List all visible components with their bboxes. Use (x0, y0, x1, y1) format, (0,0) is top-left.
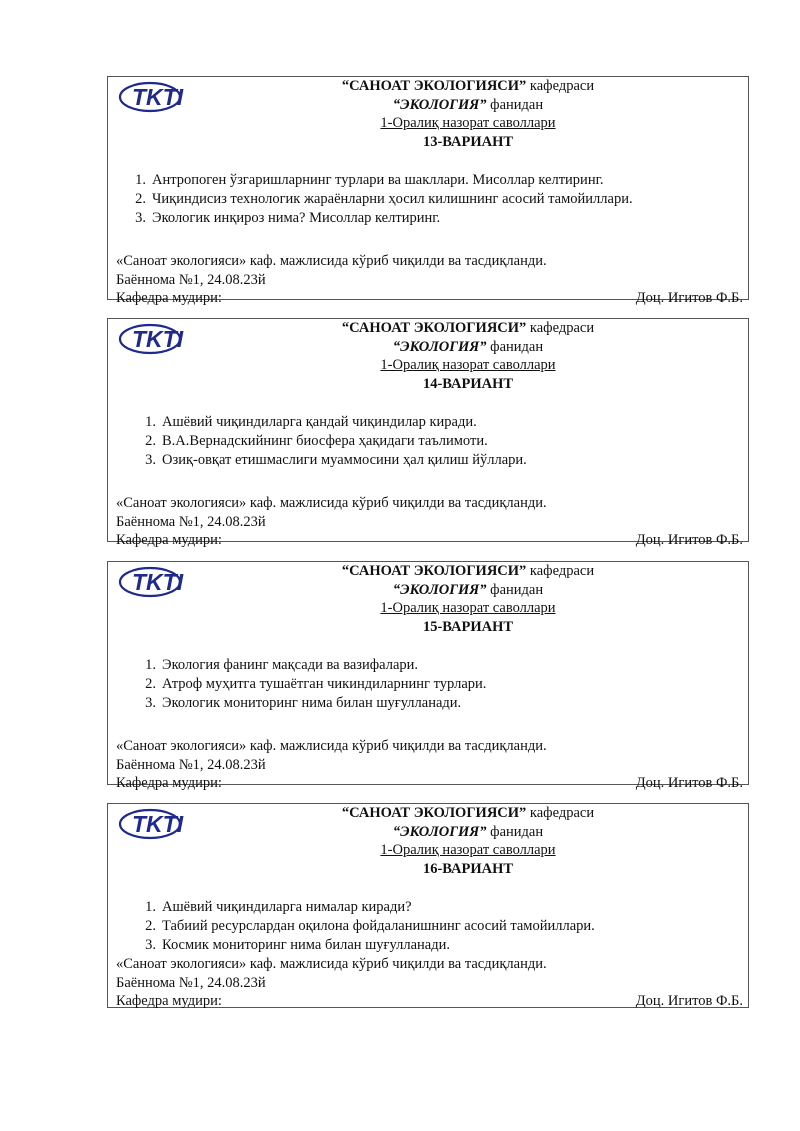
question-number: 2. (145, 433, 156, 449)
question-list (108, 171, 748, 228)
card-footer (108, 955, 748, 1011)
head-name: Доц. Игитов Ф.Б. (635, 775, 743, 791)
variant-title: 14-ВАРИАНТ (422, 375, 514, 392)
subject-name: “ЭКОЛОГИЯ” (392, 338, 487, 355)
tkti-logo (116, 321, 200, 355)
exam-title: 1-Оралиқ назорат саволлари (380, 842, 556, 858)
question-item (128, 190, 748, 209)
question-list (108, 898, 748, 955)
question-number: 3. (145, 695, 156, 711)
variant-card (107, 318, 749, 548)
department-line (218, 804, 718, 823)
department-name: “САНОАТ ЭКОЛОГИЯСИ” (341, 563, 527, 579)
card-footer (108, 737, 748, 793)
question-text: Экология фанинг мақсади ва вазифалари. (162, 657, 419, 673)
signature-line (116, 774, 743, 793)
question-text: Экологик мониторинг нима билан шуғулланади. (162, 695, 462, 711)
question-number: 1. (145, 414, 156, 430)
signature-line (116, 992, 743, 1011)
question-text: Космик мониторинг нима билан шуғулланади. (162, 937, 450, 953)
question-item (138, 675, 748, 694)
question-text: Ашёвий чиқиндиларга қандай чиқиндилар киради. (162, 414, 477, 430)
question-number: 3. (135, 210, 146, 226)
question-list (108, 656, 748, 713)
question-item (138, 898, 748, 917)
question-number: 2. (145, 918, 156, 934)
department-name: “САНОАТ ЭКОЛОГИЯСИ” (341, 805, 527, 821)
question-item (138, 936, 748, 955)
question-text: Антропоген ўзгаришларнинг турлари ва шакллари. Мисоллар келтиринг. (152, 172, 604, 188)
question-text: В.А.Вернадскийнинг биосфера ҳақидаги таълимоти. (162, 433, 488, 449)
department-line (218, 319, 718, 338)
exam-title: 1-Оралиқ назорат саволлари (380, 115, 556, 131)
question-item (128, 171, 748, 190)
variant-card (107, 561, 749, 791)
question-item (138, 413, 748, 432)
question-text: Экологик инқироз нима? Мисоллар келтиринг. (152, 210, 441, 226)
question-text: Атроф муҳитга тушаётган чикиндиларнинг турлари. (162, 676, 487, 692)
department-suffix: кафедраси (529, 78, 595, 94)
head-label: Кафедра мудири: (116, 532, 222, 548)
question-number: 1. (145, 899, 156, 915)
subject-suffix: фанидан (490, 338, 544, 355)
variant-title: 13-ВАРИАНТ (422, 133, 514, 150)
question-text: Ашёвий чиқиндиларга нималар киради? (162, 899, 412, 915)
protocol-text: Баённома №1, 24.08.23й (116, 513, 266, 530)
subject-suffix: фанидан (490, 581, 544, 598)
question-number: 1. (145, 657, 156, 673)
subject-line (218, 581, 718, 600)
question-number: 3. (145, 452, 156, 468)
card-header (218, 562, 718, 636)
signature-line (116, 531, 743, 550)
question-item (138, 917, 748, 936)
approval-text: «Саноат экологияси» каф. мажлисида кўриб чиқилди ва тасдиқланди. (116, 495, 547, 511)
subject-name: “ЭКОЛОГИЯ” (392, 581, 487, 598)
card-header (218, 804, 718, 878)
question-number: 2. (145, 676, 156, 692)
question-text: Чиқиндисиз технологик жараёнларни ҳосил килишнинг асосий тамойиллари. (152, 191, 633, 207)
subject-line (218, 823, 718, 842)
card-footer (108, 494, 748, 550)
logo-text: TKTI (132, 569, 184, 595)
subject-suffix: фанидан (490, 96, 544, 113)
head-label: Кафедра мудири: (116, 290, 222, 306)
card-header (218, 77, 718, 151)
subject-line (218, 338, 718, 357)
subject-line (218, 96, 718, 115)
question-item (128, 209, 748, 228)
subject-name: “ЭКОЛОГИЯ” (392, 823, 487, 840)
protocol-text: Баённома №1, 24.08.23й (116, 756, 266, 773)
approval-text: «Саноат экологияси» каф. мажлисида кўриб чиқилди ва тасдиқланди. (116, 738, 547, 754)
variant-title: 16-ВАРИАНТ (422, 860, 514, 877)
question-list (108, 413, 748, 470)
question-item (138, 451, 748, 470)
exam-title: 1-Оралиқ назорат саволлари (380, 600, 556, 616)
head-label: Кафедра мудири: (116, 775, 222, 791)
signature-line (116, 289, 743, 308)
question-number: 1. (135, 172, 146, 188)
subject-name: “ЭКОЛОГИЯ” (392, 96, 487, 113)
tkti-logo (116, 564, 200, 598)
question-item (138, 694, 748, 713)
variant-card (107, 76, 749, 306)
exam-title: 1-Оралиқ назорат саволлари (380, 357, 556, 373)
subject-suffix: фанидан (490, 823, 544, 840)
approval-text: «Саноат экологияси» каф. мажлисида кўриб чиқилди ва тасдиқланди. (116, 956, 547, 972)
question-item (138, 432, 748, 451)
department-suffix: кафедраси (529, 805, 595, 821)
variant-card (107, 803, 749, 1008)
department-suffix: кафедраси (529, 320, 595, 336)
department-name: “САНОАТ ЭКОЛОГИЯСИ” (341, 320, 527, 336)
question-text: Озиқ-овқат етишмаслиги муаммосини ҳал қилиш йўллари. (162, 452, 527, 468)
tkti-logo (116, 806, 200, 840)
card-footer (108, 252, 748, 308)
head-name: Доц. Игитов Ф.Б. (635, 290, 743, 306)
head-label: Кафедра мудири: (116, 993, 222, 1009)
protocol-text: Баённома №1, 24.08.23й (116, 974, 266, 991)
question-number: 2. (135, 191, 146, 207)
tkti-logo (116, 79, 200, 113)
head-name: Доц. Игитов Ф.Б. (635, 532, 743, 548)
approval-text: «Саноат экологияси» каф. мажлисида кўриб чиқилди ва тасдиқланди. (116, 253, 547, 269)
department-line (218, 77, 718, 96)
department-suffix: кафедраси (529, 563, 595, 579)
logo-text: TKTI (132, 326, 184, 352)
logo-text: TKTI (132, 84, 184, 110)
question-item (138, 656, 748, 675)
question-text: Табиий ресурслардан оқилона фойдаланишнинг асосий тамойиллари. (162, 918, 595, 934)
protocol-text: Баённома №1, 24.08.23й (116, 271, 266, 288)
head-name: Доц. Игитов Ф.Б. (635, 993, 743, 1009)
department-name: “САНОАТ ЭКОЛОГИЯСИ” (341, 78, 527, 94)
variant-title: 15-ВАРИАНТ (422, 618, 514, 635)
card-header (218, 319, 718, 393)
logo-text: TKTI (132, 811, 184, 837)
department-line (218, 562, 718, 581)
question-number: 3. (145, 937, 156, 953)
